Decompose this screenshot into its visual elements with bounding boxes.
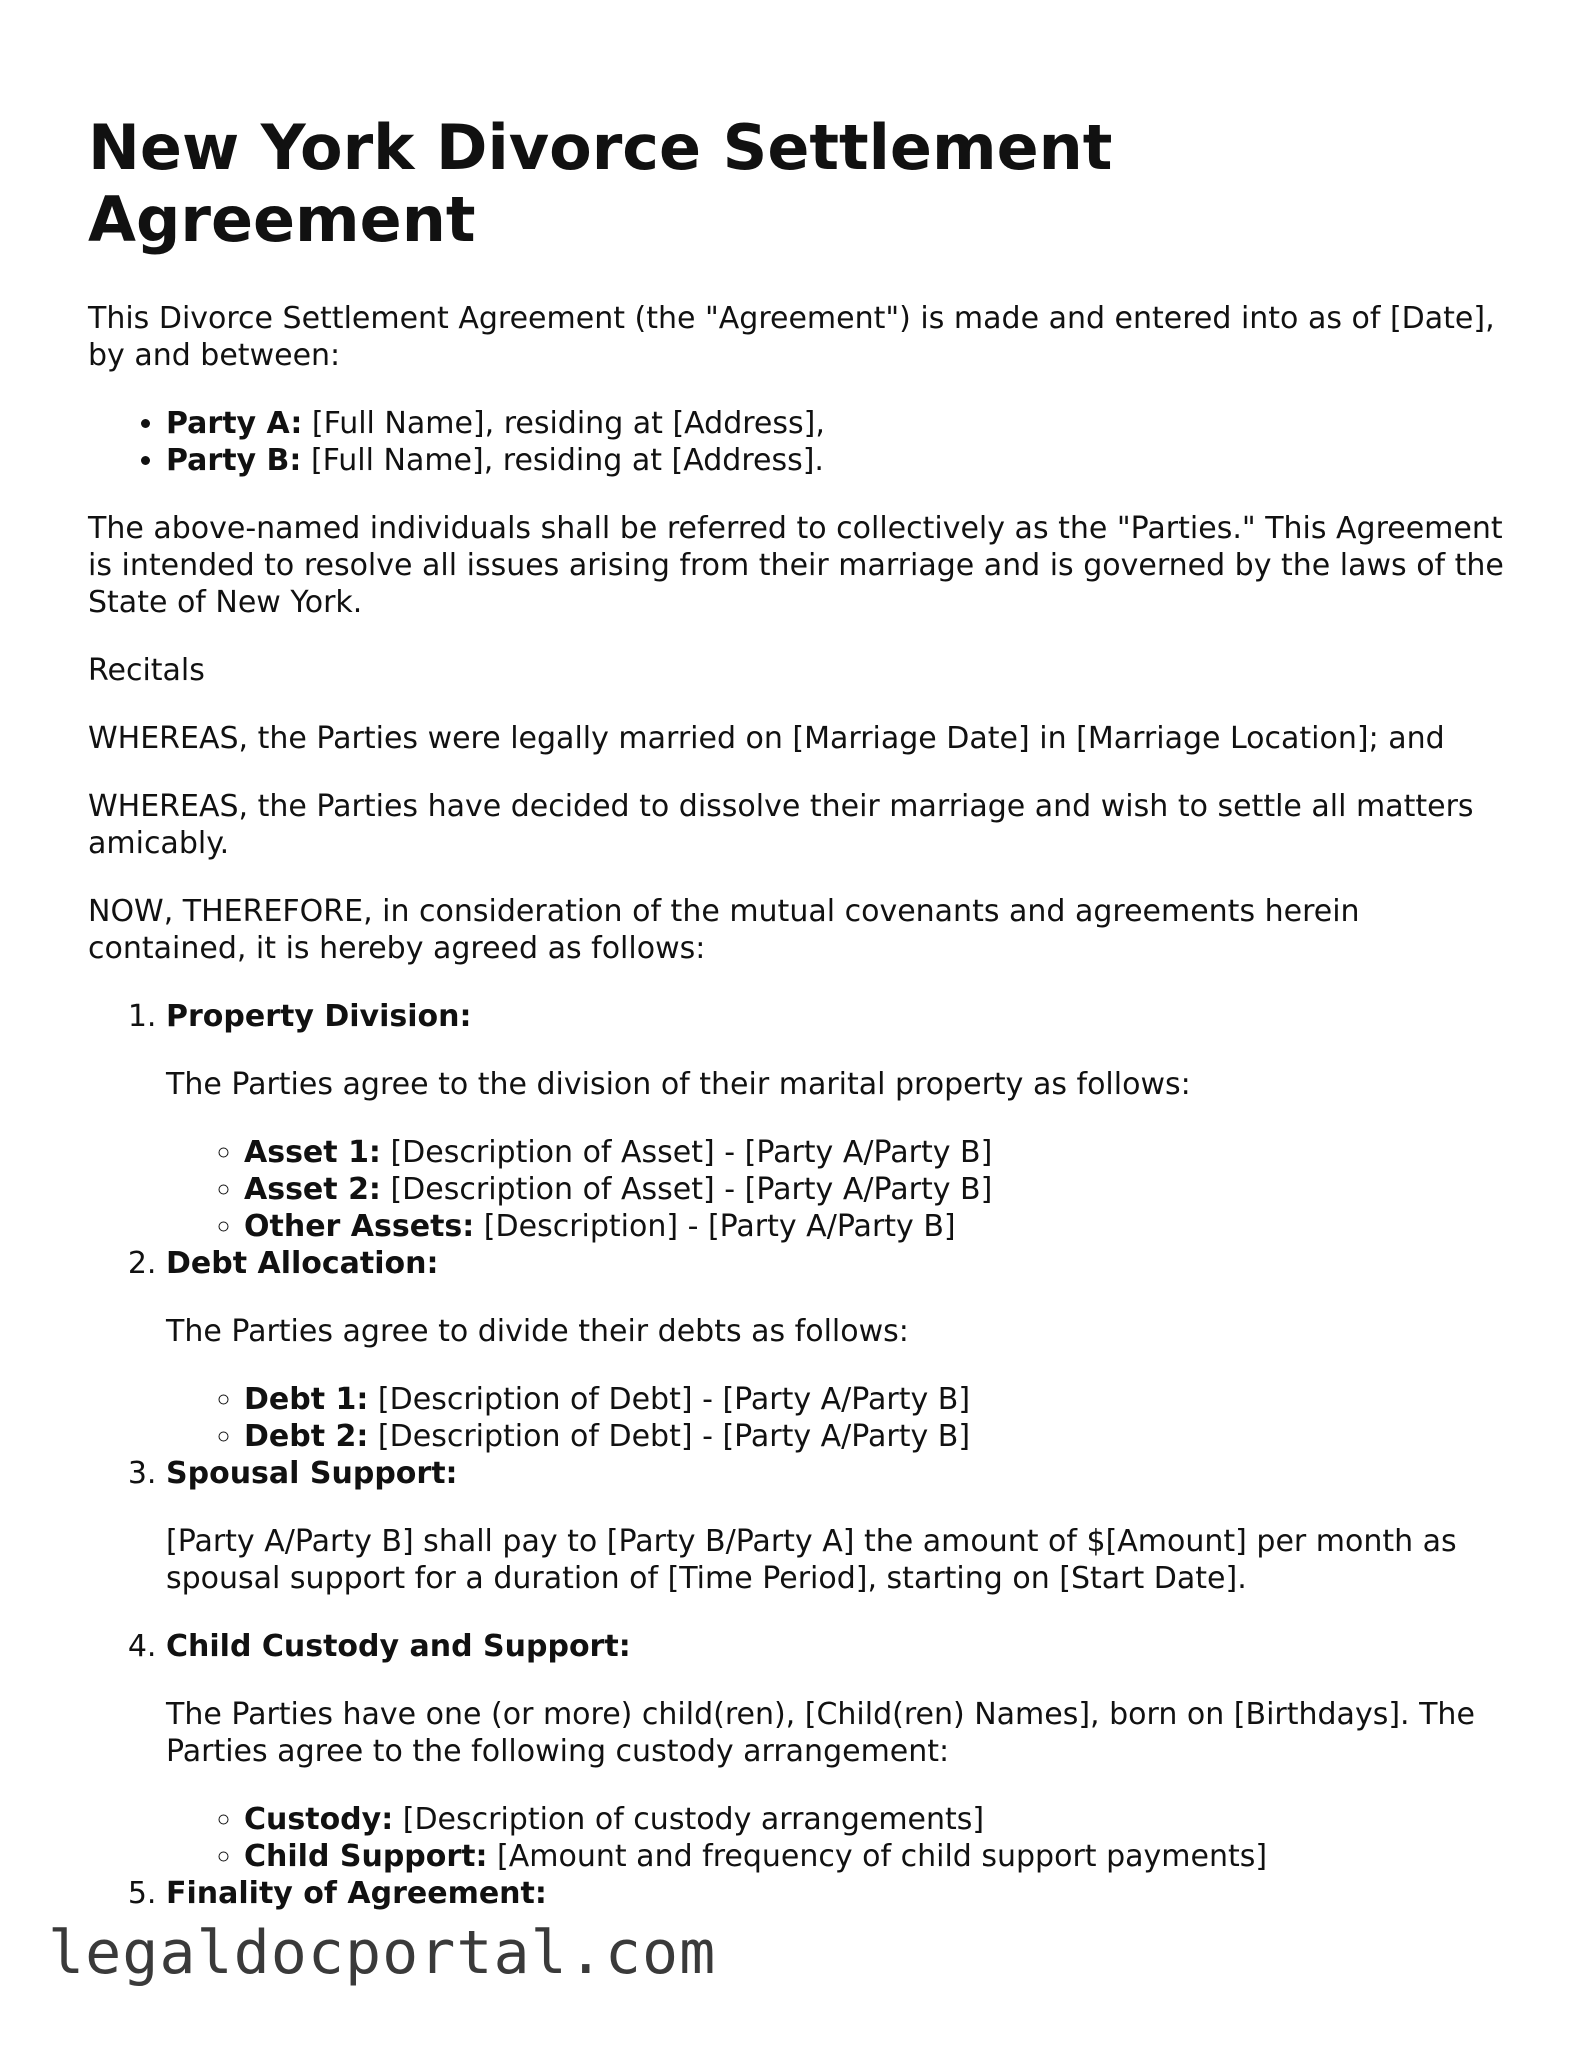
section-property-division [166,998,1508,1245]
section-child-custody [166,1628,1508,1875]
item-label: Debt 1: [244,1382,369,1417]
list-item [244,1134,1508,1171]
list-item [244,1208,1508,1245]
sections-list [88,998,1508,1912]
custody-list [166,1801,1508,1875]
item-label: Custody: [244,1802,394,1837]
section-body: [Party A/Party B] shall pay to [Party B/Party A] the amount of $[Amount] per month as spousal support for a duration of [Time Period], starting on [Start Date]. [166,1524,1457,1596]
section-body: The Parties agree to divide their debts as follows: [166,1314,909,1349]
watermark-logo: legaldocportal.com [48,1918,717,1988]
item-label: Other Assets: [244,1209,475,1244]
section-title: 3. Spousal Support: [166,1456,458,1491]
list-item [244,1418,1508,1455]
collective-paragraph: The above-named individuals shall be referred to collectively as the "Parties." This Agreement is intended to resolve all issues arising from their marriage and is governed by the laws of the State of New York. [88,511,1504,620]
party-a-text: [Full Name], residing at [Address], [302,406,825,441]
item-label: Asset 1: [244,1135,381,1170]
parties-list [88,405,1508,479]
party-b-label: Party B: [166,443,302,478]
party-b-item [166,442,1508,479]
whereas-1-paragraph: WHEREAS, the Parties were legally married on [Marriage Date] in [Marriage Location]; and [88,721,1445,756]
whereas-2-paragraph: WHEREAS, the Parties have decided to dissolve their marriage and wish to settle all matters amicably. [88,789,1474,861]
item-text: [Amount and frequency of child support payments] [487,1839,1268,1874]
item-text: [Description of Asset] - [Party A/Party B] [380,1172,993,1207]
debt-list [166,1381,1508,1455]
party-a-label: Party A: [166,406,303,441]
item-text: [Description of custody arrangements] [393,1802,985,1837]
list-item [244,1838,1508,1875]
section-title: 2. Debt Allocation: [166,1246,439,1281]
section-title: 5. Finality of Agreement: [166,1876,547,1911]
document-page [88,112,1508,1943]
recitals-heading: Recitals [88,653,205,688]
section-body: The Parties have one (or more) child(ren), [Child(ren) Names], born on [Birthdays]. The Parties agree to the following custody arrangement: [166,1697,1475,1769]
party-a-item [166,405,1508,442]
section-spousal-support [166,1455,1508,1597]
section-title: 4. Child Custody and Support: [166,1629,631,1664]
section-finality [166,1875,1508,1912]
document-title: New York Divorce Settlement Agreement [88,111,1113,256]
section-debt-allocation [166,1245,1508,1455]
item-text: [Description] - [Party A/Party B] [474,1209,956,1244]
now-therefore-paragraph: NOW, THEREFORE, in consideration of the mutual covenants and agreements herein contained, it is hereby agreed as follows: [88,894,1360,966]
list-item [244,1801,1508,1838]
asset-list [166,1134,1508,1245]
item-text: [Description of Debt] - [Party A/Party B] [368,1382,971,1417]
list-item [244,1171,1508,1208]
intro-paragraph: This Divorce Settlement Agreement (the "Agreement") is made and entered into as of [Date], by and between: [88,301,1495,373]
item-label: Debt 2: [244,1419,369,1454]
item-text: [Description of Asset] - [Party A/Party B] [380,1135,993,1170]
item-label: Child Support: [244,1839,488,1874]
list-item [244,1381,1508,1418]
item-text: [Description of Debt] - [Party A/Party B] [368,1419,971,1454]
section-title: 1. Property Division: [166,999,472,1034]
section-body: The Parties agree to the division of their marital property as follows: [166,1067,1191,1102]
party-b-text: [Full Name], residing at [Address]. [301,443,824,478]
item-label: Asset 2: [244,1172,381,1207]
